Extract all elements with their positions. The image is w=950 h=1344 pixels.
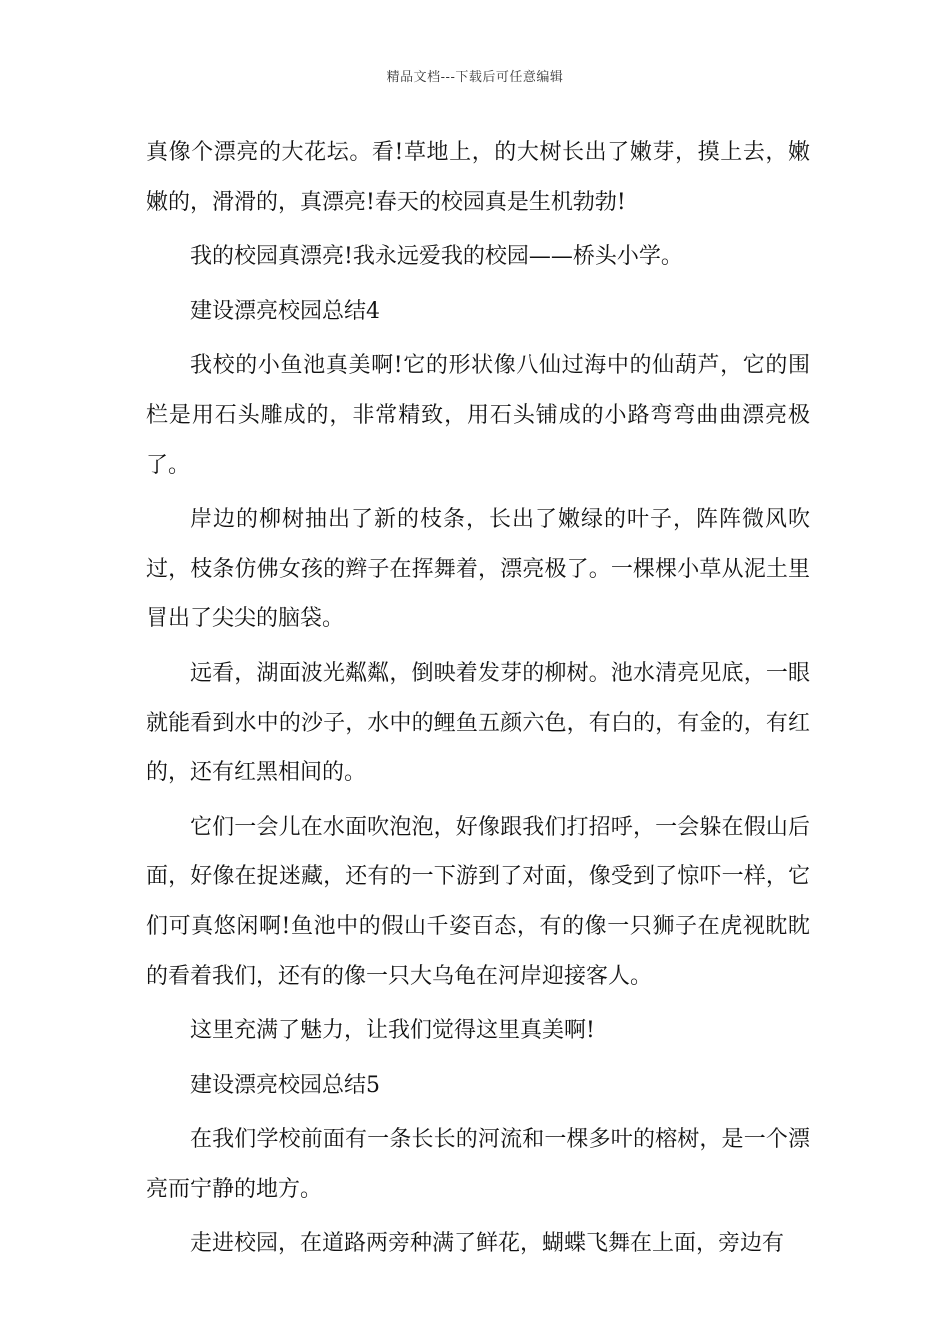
paragraph: 我校的小鱼池真美啊!它的形状像八仙过海中的仙葫芦，它的围栏是用石头雕成的，非常精致，用石头铺成的小路弯弯曲曲漂亮极了。 <box>146 353 810 478</box>
paragraph: 这里充满了魅力，让我们觉得这里真美啊! <box>190 1018 595 1044</box>
section-heading: 建设漂亮校园总结4 <box>190 298 380 324</box>
paragraph: 在我们学校前面有一条长长的河流和一棵多叶的榕树，是一个漂亮而宁静的地方。 <box>146 1127 810 1202</box>
paragraph: 它们一会儿在水面吹泡泡，好像跟我们打招呼，一会躲在假山后面，好像在捉迷藏，还有的一下游到了对面，像受到了惊吓一样，它们可真悠闲啊!鱼池中的假山千姿百态，有的像一只狮子在虎视眈眈的看着我们，还有的像一只大乌龟在河岸迎接客人。 <box>146 814 810 989</box>
paragraph: 远看，湖面波光粼粼，倒映着发芽的柳树。池水清亮见底，一眼就能看到水中的沙子，水中的鲤鱼五颜六色，有白的，有金的，有红的，还有红黑相间的。 <box>146 660 810 786</box>
paragraph: 走进校园，在道路两旁种满了鲜花，蝴蝶飞舞在上面，旁边有 <box>190 1231 785 1257</box>
page-header: 精品文档---下载后可任意编辑 <box>386 70 564 85</box>
section-heading: 建设漂亮校园总结5 <box>190 1072 380 1098</box>
document-body <box>146 128 810 1274</box>
paragraph: 真像个漂亮的大花坛。看!草地上，的大树长出了嫩芽，摸上去，嫩嫩的，滑滑的，真漂亮!春天的校园真是生机勃勃! <box>146 140 810 215</box>
paragraph: 我的校园真漂亮!我永远爱我的校园——桥头小学。 <box>190 244 683 270</box>
paragraph: 岸边的柳树抽出了新的枝条，长出了嫩绿的叶子，阵阵微风吹过，枝条仿佛女孩的辫子在挥舞着，漂亮极了。一棵棵小草从泥土里冒出了尖尖的脑袋。 <box>146 507 810 632</box>
